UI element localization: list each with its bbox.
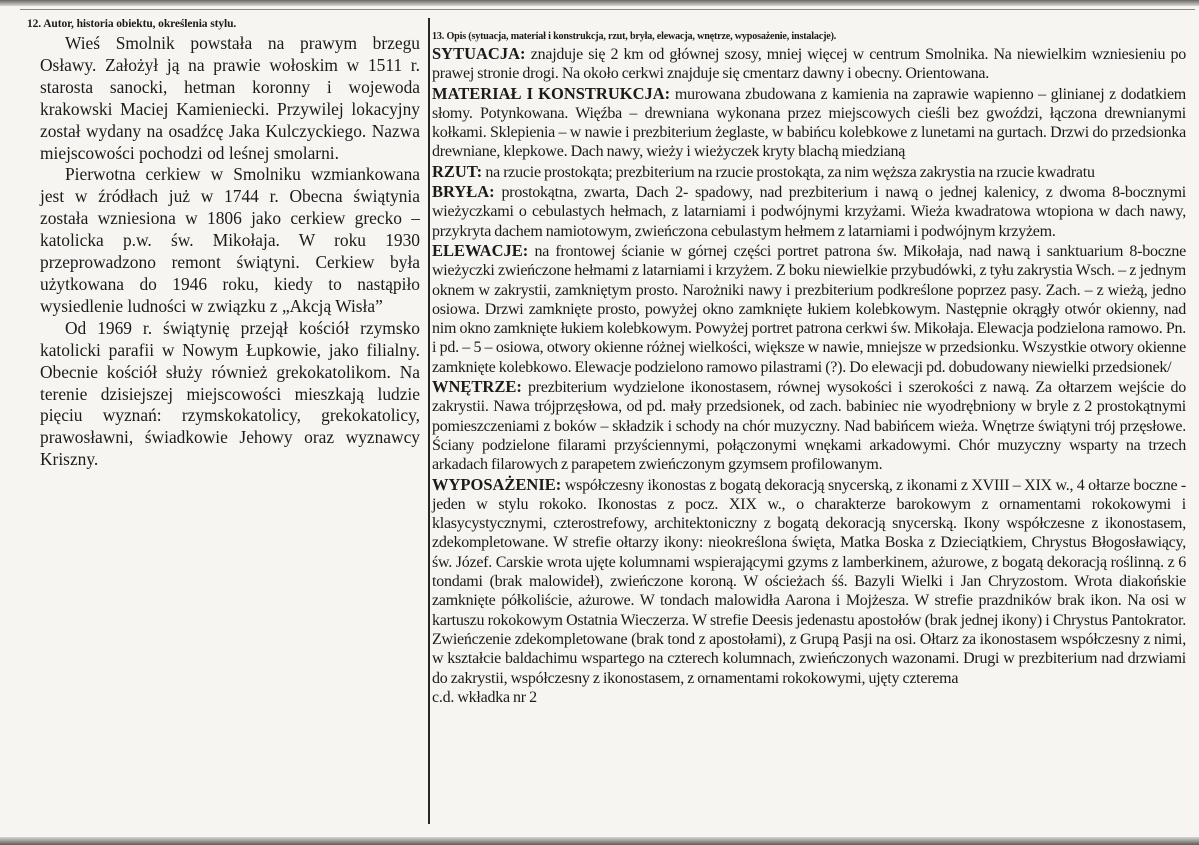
section-elewacje	[432, 241, 1186, 377]
section-rzut	[432, 162, 1186, 182]
section-text: murowana zbudowana z kamienia na zaprawie wapienno – glinianej z dodatkiem słomy. Potynkowana. Więźba – drewniana wykonana przez miejscowych cieśli bez gwoździ, łączona drewnianymi kołkami. Sklepienia – w nawie i prezbiterium żeglaste, w babińcu kolebkowe z lunetami na gurtach. Drzwi do przedsionka drewniane, klepkowe. Dach nawy, wieży i wieżyczek kryty blachą miedzianą	[432, 85, 1186, 161]
description-heading: 13. Opis (sytuacja, materiał i konstrukcja, rzut, bryła, elewacja, wnętrze, wyposażenie, instalacje).	[432, 30, 837, 42]
frame-line	[20, 9, 1195, 10]
section-text: znajduje się 2 km od głównej szosy, mniej więcej w centrum Smolnika. Na niewielkim wzniesieniu po prawej stronie drogi. Na około cerkwi znajduje się cmentarz dawny i obecny. Orientowana.	[432, 46, 1186, 83]
scan-edge-bottom	[0, 837, 1199, 845]
section-label: WYPOSAŻENIE:	[432, 474, 562, 494]
section-text: współczesny ikonostas z bogatą dekoracją snycerską, z ikonami z XVIII – XIX w., 4 ołtarze boczne - jeden w stylu rokoko. Ikonostas z pocz. XIX w., o charakterze barokowym z ornamentami rokokowymi i klasycystycznymi, czterostrefowy, architektoniczny z bogatą dekoracją snycerską. Ikony współczesne z ikonostasem, zdekompletowane. W strefie ołtarzy ikony: nieokreślona święta, Matka Boska z Dzieciątkiem, Chrystus Błogosławiący, św. Józef. Carskie wrota ujęte kolumnami wspierającymi gzyms z lamberkinem, ażurowe, z bogatą dekoracją roślinną. z 6 tondami (brak malowideł), zwieńczone koroną. W ościeżach śś. Bazyli Wielki i Jan Chryzostom. Wrota diakońskie zamknięte półkoliście, ażurowe. W tondach malowidła Aarona i Mojżesza. W strefie prazdników brak ikon. Na osi w kartuszu rokokowym Ostatnia Wieczerza. W strefie Deesis jedenastu apostołów (brak jednej ikony) i Chrystus Pantokrator. Zwieńczenie zdekompletowane (brak tond z apostołami), z Grupą Pasji na osi. Ołtarz za ikonostasem współczesny z nimi, w kształcie baldachimu wspartego na czterech kolumnach, zwieńczonych wazonami. Drugi w prezbiterium nad drzwiami do zakrystii, współczesny z ikonostasem, z ornamentami rokokowymi, ujęty czterema	[432, 476, 1186, 687]
history-column	[27, 18, 420, 471]
section-label: SYTUACJA:	[432, 44, 526, 63]
column-divider	[428, 18, 430, 824]
scan-edge-top	[0, 0, 1199, 6]
section-label: WNĘTRZE:	[432, 377, 522, 397]
section-text: na frontowej ścianie w górnej części portret patrona św. Mikołaja, nad nawą i sanktuarium 8-boczne wieżyczki zwieńczone hełmami z latarniami i krzyżem. Z boku niewielkie przybudówki, z tyłu zakrystia Wsch. – z jednym oknem w zakrystii, zamkniętym prosto. Narożniki nawy i prezbiterium podkreślone poprzez pasy. Zach. – z wieżą, jedno osiowa. Drzwi zamknięte prosto, powyżej okno zamknięte łukiem kolebkowym. Następnie okrągły otwór okienny, nad nim okno zamknięte łukiem kolebkowym. Powyżej portret patrona cerkwi św. Mikołaja. Elewacja podzielona ramowo. Pn. i pd. – 5 – osiowa, otwory okienne różnej wielkości, większe w nawie, mniejsze w przedsionku. Wszystkie otwory okienne zamknięte kolebkowo. Elewacje podzielono ramowo pilastrami (?). Do elewacji pd. dobudowany niewielki przedsionek/	[432, 242, 1186, 376]
section-material	[432, 84, 1186, 162]
section-label: MATERIAŁ I KONSTRUKCJA:	[432, 83, 671, 103]
section-label: BRYŁA:	[432, 182, 495, 202]
continuation-note: c.d. wkładka nr 2	[432, 688, 537, 706]
section-wyposazenie	[432, 475, 1186, 688]
history-paragraph: Wieś Smolnik powstała na prawym brzegu Osławy. Założył ją na prawie wołoskim w 1511 r. starosta sanocki, hetman koronny i wojewoda krakowski Maciej Kamieniecki. Przywilej lokacyjny został wydany na osadźcę Jaka Kulczyckiego. Nazwa miejscowości pochodzi od leśnej smolarni.	[40, 33, 420, 163]
section-wnetrze	[432, 377, 1186, 474]
section-sytuacja	[432, 44, 1186, 84]
section-text: prezbiterium wydzielone ikonostasem, równej wysokości i szerokości z nawą. Za ołtarzem wejście do zakrystii. Nawa trójprzęsłowa, od pd. mały przedsionek, od zach. babiniec nie wyodrębniony w bryle z 2 prostokątnymi pomieszczeniami z boków – składzik i schody na chór muzyczny. Nad babińcem wieża. Wnętrze świątyni trój przęsłowe. Ściany podzielone filarami przyściennymi, połączonymi wnękami arkadowymi. Chór muzyczny wsparty na trzech arkadach filarowych z parapetem zwieńczonym gzymsem profilowanym.	[432, 379, 1186, 474]
section-label: ELEWACJE:	[432, 240, 529, 260]
description-column	[432, 30, 1186, 707]
section-label: RZUT:	[432, 161, 483, 181]
section-text: prostokątna, zwarta, Dach 2- spadowy, nad prezbiterium i nawą o jednej kalenicy, z dwoma 8-bocznymi wieżyczkami o cebulastych hełmach, z latarniami i podwójnymi krzyżami. Wieża kwadratowa wtopiona w dach nawy, przykryta dachem namiotowym, zwieńczona cebulastym hełmem z latarniami i podwójnym krzyżem.	[432, 184, 1186, 240]
section-bryla	[432, 182, 1186, 241]
history-paragraph: Pierwotna cerkiew w Smolniku wzmiankowana jest w źródłach już w 1744 r. Obecna świątynia została wzniesiona w 1806 jako cerkiew grecko – katolicka p.w. św. Mikołaja. W roku 1930 przeprowadzono remont świątyni. Cerkiew była użytkowana do 1946 roku, kiedy to nastąpiło wysiedlenie ludności w związku z „Akcją Wisła”	[40, 164, 420, 316]
history-paragraph: Od 1969 r. świątynię przejął kościół rzymsko katolicki parafii w Nowym Łupkowie, jako filialny. Obecnie kościół służy również grekokatolikom. Na terenie dzisiejszej miejscowości mieszkają ludzie pięciu wyznań: rzymskokatolicy, grekokatolicy, prawosławni, świadkowie Jehowy oraz wyznawcy Kriszny.	[40, 317, 420, 470]
section-text: na rzucie prostokąta; prezbiterium na rzucie prostokąta, za nim węższa zakrystia na rzucie kwadratu	[482, 163, 1095, 181]
history-heading: 12. Autor, historia obiektu, określenia stylu.	[27, 18, 237, 30]
